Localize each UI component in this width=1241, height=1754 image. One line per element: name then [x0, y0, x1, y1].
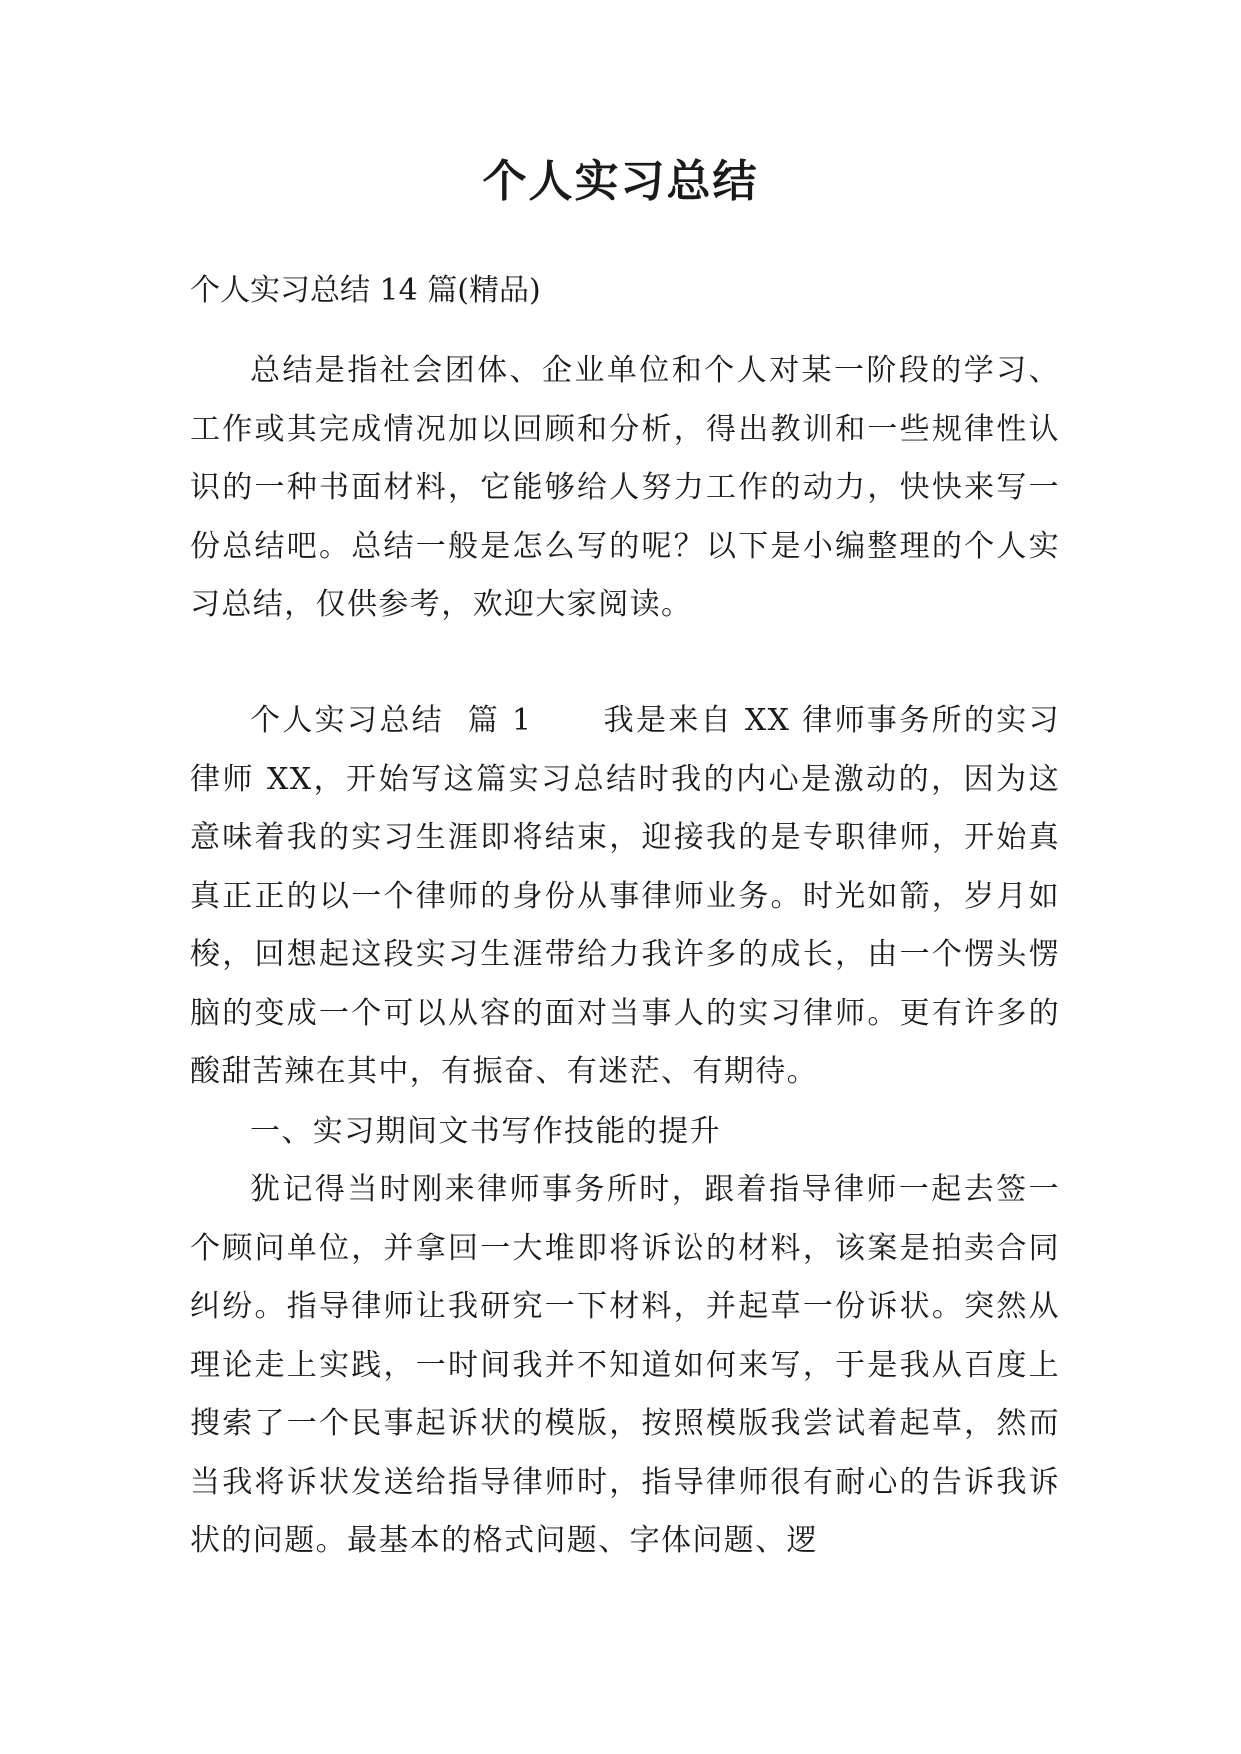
intro-paragraph: 总结是指社会团体、企业单位和个人对某一阶段的学习、工作或其完成情况加以回顾和分析，得出教训和一些规律性认识的一种书面材料，它能够给人努力工作的动力，快快来写一份总结吧。总结一般是怎么写的呢？以下是小编整理的个人实习总结，仅供参考，欢迎大家阅读。 — [190, 353, 1060, 622]
document-title: 个人实习总结 — [482, 156, 759, 207]
section-heading-1: 一、实习期间文书写作技能的提升 — [250, 1114, 721, 1149]
body-paragraph-2: 犹记得当时刚来律师事务所时，跟着指导律师一起去签一个顾问单位，并拿回一大堆即将诉讼的材料，该案是拍卖合同纠纷。指导律师让我研究一下材料，并起草一份诉状。突然从理论走上实践，一时间我并不知道如何来写，于是我从百度上搜索了一个民事起诉状的模版，按照模版我尝试着起草，然而当我将诉状发送给指导律师时，指导律师很有耐心的告诉我诉状的问题。最基本的格式问题、字体问题、逻 — [190, 1172, 1060, 1558]
section-1-text: 我是来自 XX 律师事务所的实习律师 XX，开始写这篇实习总结时我的内心是激动的，因为这意味着我的实习生涯即将结束，迎接我的是专职律师，开始真真正正的以一个律师的身份从事律师业务。时光如箭，岁月如梭，回想起这段实习生涯带给力我许多的成长，由一个愣头愣脑的变成一个可以从容的面对当事人的实习律师。更有许多的酸甜苦辣在其中，有振奋、有迷茫、有期待。 — [190, 703, 1061, 1089]
section-1-paragraph — [190, 692, 1060, 1102]
section-1-label: 个人实习总结 篇 1 — [250, 703, 604, 738]
document-subtitle: 个人实习总结 14 篇(精品) — [190, 273, 541, 308]
